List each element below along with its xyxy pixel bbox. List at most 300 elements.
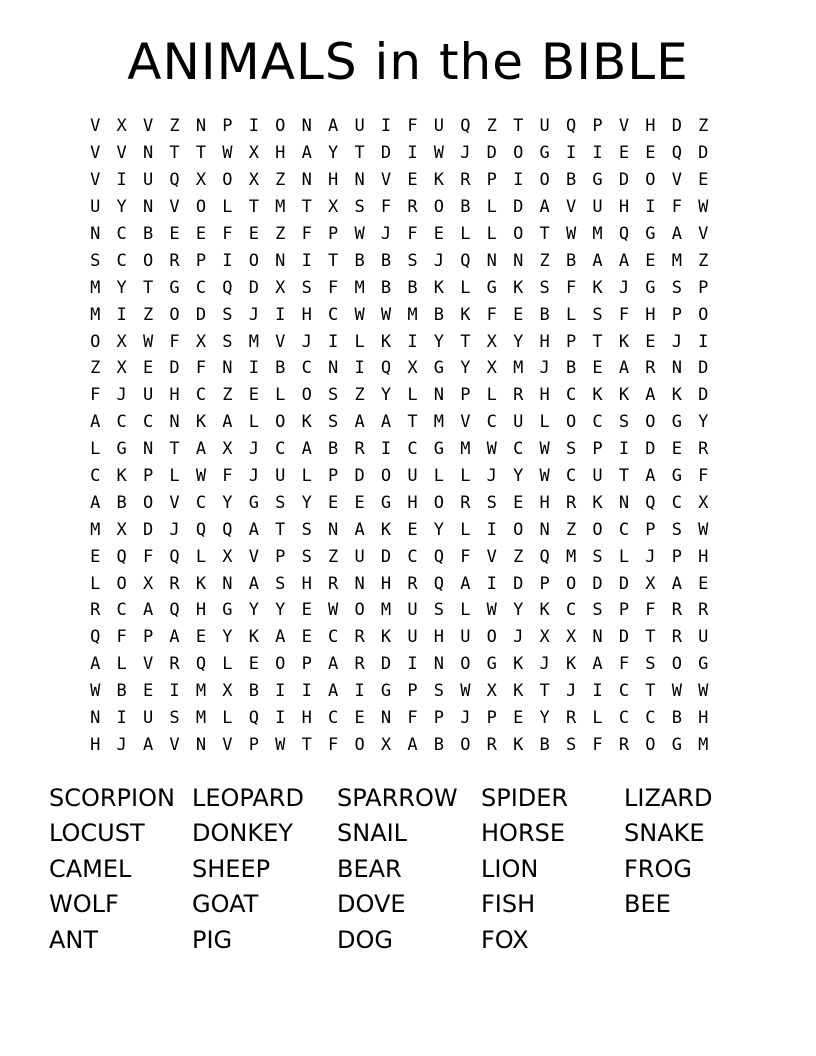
- grid-letter: S: [301, 546, 312, 567]
- grid-letter: O: [460, 654, 471, 675]
- grid-letter: P: [539, 573, 550, 594]
- grid-letter: I: [116, 170, 127, 191]
- grid-letter: A: [618, 358, 630, 379]
- grid-letter: O: [222, 170, 233, 191]
- word-list-item: SPARROW: [337, 783, 458, 812]
- grid-letter: X: [116, 331, 127, 352]
- grid-row: [82, 274, 743, 301]
- grid-row: [82, 167, 743, 194]
- grid-letter: O: [645, 734, 656, 755]
- grid-letter: N: [539, 519, 550, 540]
- grid-letter: N: [380, 708, 392, 729]
- grid-letter: F: [116, 627, 127, 648]
- grid-letter: P: [328, 224, 339, 244]
- grid-letter: Y: [248, 600, 259, 621]
- grid-letter: Q: [645, 492, 656, 513]
- grid-letter: L: [460, 466, 471, 487]
- grid-letter: G: [671, 734, 682, 755]
- grid-letter: H: [433, 627, 445, 648]
- grid-letter: E: [248, 654, 259, 675]
- grid-letter: R: [407, 573, 418, 594]
- grid-letter: M: [90, 519, 101, 540]
- grid-letter: O: [116, 573, 127, 594]
- grid-letter: P: [275, 546, 286, 567]
- grid-letter: U: [142, 170, 154, 191]
- grid-letter: D: [486, 143, 497, 164]
- grid-letter: H: [539, 492, 550, 513]
- grid-letter: G: [116, 439, 127, 460]
- grid-letter: R: [513, 385, 524, 406]
- grid-letter: T: [301, 197, 312, 218]
- grid-letter: R: [169, 654, 180, 675]
- grid-letter: S: [592, 304, 603, 325]
- grid-letter: X: [195, 170, 207, 191]
- grid-letter: F: [328, 277, 339, 298]
- grid-letter: I: [407, 143, 418, 164]
- grid-letter: E: [592, 358, 603, 379]
- grid-letter: G: [671, 466, 682, 487]
- grid-row: [82, 543, 743, 570]
- grid-letter: X: [539, 627, 550, 648]
- word-list-item: LEOPARD: [192, 783, 304, 812]
- grid-letter: I: [301, 250, 312, 271]
- grid-letter: W: [671, 681, 682, 702]
- grid-letter: I: [592, 681, 603, 702]
- grid-letter: J: [513, 627, 524, 648]
- grid-letter: H: [380, 573, 392, 594]
- grid-letter: P: [592, 116, 603, 137]
- grid-letter: K: [433, 277, 445, 298]
- grid-letter: B: [354, 250, 365, 271]
- grid-letter: I: [275, 681, 286, 702]
- grid-letter: Q: [671, 143, 682, 164]
- grid-letter: N: [328, 519, 339, 540]
- grid-letter: A: [90, 412, 101, 433]
- word-list-item: LIZARD: [624, 783, 713, 812]
- grid-letter: U: [539, 116, 550, 137]
- grid-letter: L: [169, 466, 180, 487]
- grid-letter: G: [592, 170, 603, 191]
- grid-letter: D: [645, 439, 656, 460]
- grid-letter: Q: [90, 627, 101, 648]
- grid-letter: D: [169, 358, 180, 379]
- grid-letter: A: [618, 250, 630, 271]
- grid-letter: F: [142, 546, 154, 567]
- grid-letter: V: [618, 116, 630, 137]
- grid-letter: O: [698, 304, 709, 325]
- grid-letter: C: [407, 546, 418, 567]
- grid-letter: I: [565, 143, 577, 164]
- grid-letter: G: [169, 277, 180, 298]
- grid-letter: T: [618, 466, 630, 487]
- grid-letter: C: [592, 412, 603, 433]
- grid-letter: S: [90, 250, 101, 271]
- grid-letter: V: [90, 170, 101, 191]
- grid-letter: B: [565, 250, 577, 271]
- grid-letter: H: [90, 734, 101, 755]
- grid-letter: A: [142, 600, 154, 621]
- grid-letter: M: [195, 708, 207, 729]
- grid-letter: A: [645, 385, 656, 406]
- grid-letter: X: [116, 358, 127, 379]
- grid-letter: Y: [116, 197, 127, 218]
- word-list-item: GOAT: [192, 890, 259, 919]
- grid-letter: G: [486, 277, 497, 298]
- grid-letter: I: [328, 331, 339, 352]
- grid-letter: N: [301, 116, 312, 137]
- word-list-item: FISH: [481, 890, 536, 919]
- grid-letter: F: [328, 734, 339, 755]
- grid-letter: A: [301, 439, 312, 460]
- grid-letter: Z: [90, 358, 101, 379]
- grid-letter: J: [486, 466, 497, 487]
- grid-letter: R: [460, 170, 471, 191]
- grid-letter: S: [301, 277, 312, 298]
- grid-letter: Y: [116, 277, 127, 298]
- grid-letter: H: [301, 304, 312, 325]
- grid-letter: L: [301, 466, 312, 487]
- grid-letter: P: [142, 627, 154, 648]
- grid-letter: B: [380, 250, 392, 271]
- grid-letter: V: [90, 143, 101, 164]
- grid-letter: F: [222, 224, 233, 244]
- word-list-item: BEAR: [337, 854, 402, 883]
- grid-letter: S: [354, 197, 365, 218]
- grid-letter: R: [90, 600, 101, 621]
- grid-letter: Y: [513, 600, 524, 621]
- grid-letter: O: [592, 519, 603, 540]
- grid-letter: J: [618, 277, 630, 298]
- grid-letter: W: [698, 519, 709, 540]
- grid-letter: T: [248, 197, 259, 218]
- grid-letter: P: [328, 466, 339, 487]
- grid-letter: H: [275, 143, 286, 164]
- grid-letter: D: [380, 143, 392, 164]
- grid-letter: K: [513, 681, 524, 702]
- grid-letter: V: [222, 734, 233, 755]
- grid-letter: H: [645, 116, 656, 137]
- grid-letter: O: [513, 224, 524, 244]
- grid-letter: T: [513, 116, 524, 137]
- grid-letter: R: [645, 358, 656, 379]
- grid-letter: I: [169, 681, 180, 702]
- grid-letter: F: [407, 224, 418, 244]
- grid-letter: W: [354, 304, 365, 325]
- grid-letter: I: [275, 304, 286, 325]
- grid-letter: S: [592, 600, 603, 621]
- grid-letter: H: [195, 600, 207, 621]
- grid-letter: Y: [698, 412, 709, 433]
- grid-letter: X: [328, 197, 339, 218]
- grid-letter: O: [195, 197, 207, 218]
- grid-row: [82, 140, 743, 167]
- grid-letter: C: [407, 439, 418, 460]
- grid-letter: C: [486, 412, 497, 433]
- grid-letter: E: [142, 681, 154, 702]
- grid-letter: Q: [222, 277, 233, 298]
- grid-letter: L: [486, 197, 497, 218]
- grid-letter: A: [275, 627, 286, 648]
- grid-letter: Y: [222, 492, 233, 513]
- grid-letter: F: [592, 734, 603, 755]
- grid-letter: R: [460, 492, 471, 513]
- grid-letter: U: [354, 116, 365, 137]
- grid-letter: Q: [169, 600, 180, 621]
- grid-letter: W: [486, 439, 497, 460]
- grid-letter: M: [671, 250, 682, 271]
- word-list-item: PIG: [192, 925, 233, 954]
- grid-letter: K: [513, 277, 524, 298]
- grid-letter: O: [433, 492, 445, 513]
- grid-letter: G: [698, 654, 709, 675]
- grid-letter: D: [513, 197, 524, 218]
- grid-letter: Q: [248, 708, 259, 729]
- grid-letter: O: [671, 654, 682, 675]
- word-list-item: BEE: [624, 890, 671, 919]
- grid-letter: B: [248, 681, 259, 702]
- grid-letter: R: [698, 439, 709, 460]
- grid-letter: Q: [116, 546, 127, 567]
- grid-letter: F: [222, 466, 233, 487]
- grid-letter: I: [698, 331, 709, 352]
- grid-letter: U: [460, 627, 471, 648]
- grid-letter: N: [142, 143, 154, 164]
- grid-letter: O: [248, 250, 259, 271]
- grid-letter: E: [618, 143, 630, 164]
- grid-letter: S: [433, 600, 445, 621]
- grid-letter: P: [671, 304, 682, 325]
- grid-letter: A: [592, 654, 603, 675]
- grid-letter: L: [354, 331, 365, 352]
- grid-letter: W: [698, 681, 709, 702]
- grid-letter: Z: [169, 116, 180, 137]
- grid-letter: R: [354, 439, 365, 460]
- word-list-item: DONKEY: [192, 819, 293, 848]
- grid-letter: M: [460, 439, 471, 460]
- grid-letter: G: [645, 224, 656, 244]
- grid-letter: D: [354, 466, 365, 487]
- grid-letter: I: [116, 708, 127, 729]
- grid-letter: E: [645, 143, 656, 164]
- grid-row: [82, 436, 743, 463]
- grid-letter: P: [486, 708, 497, 729]
- grid-letter: S: [169, 708, 180, 729]
- grid-letter: R: [565, 708, 577, 729]
- grid-letter: A: [169, 627, 180, 648]
- grid-letter: N: [195, 734, 207, 755]
- grid-row: [82, 678, 743, 705]
- grid-letter: E: [301, 600, 312, 621]
- grid-letter: F: [645, 600, 656, 621]
- grid-letter: R: [486, 734, 497, 755]
- grid-letter: K: [618, 385, 630, 406]
- grid-letter: N: [671, 358, 682, 379]
- grid-letter: S: [275, 492, 286, 513]
- grid-letter: C: [565, 385, 577, 406]
- grid-row: [82, 113, 743, 140]
- grid-letter: Y: [433, 519, 445, 540]
- grid-letter: S: [486, 492, 497, 513]
- grid-letter: L: [618, 546, 630, 567]
- grid-letter: O: [90, 331, 101, 352]
- grid-letter: C: [618, 519, 630, 540]
- grid-letter: X: [195, 331, 207, 352]
- grid-letter: H: [698, 708, 709, 729]
- grid-letter: F: [698, 466, 709, 487]
- grid-letter: G: [380, 681, 392, 702]
- grid-letter: X: [486, 331, 497, 352]
- word-list-item: SHEEP: [192, 854, 271, 883]
- grid-letter: L: [539, 412, 550, 433]
- grid-letter: T: [592, 331, 603, 352]
- grid-letter: R: [169, 573, 180, 594]
- grid-letter: E: [142, 358, 154, 379]
- grid-letter: A: [645, 466, 656, 487]
- grid-letter: T: [460, 331, 471, 352]
- grid-letter: W: [222, 143, 233, 164]
- grid-letter: A: [142, 734, 154, 755]
- grid-letter: K: [380, 331, 392, 352]
- grid-letter: F: [671, 197, 682, 218]
- grid-letter: Z: [328, 546, 339, 567]
- grid-letter: K: [380, 519, 392, 540]
- grid-letter: A: [592, 250, 603, 271]
- grid-letter: L: [460, 224, 471, 244]
- grid-letter: Y: [539, 708, 550, 729]
- grid-letter: T: [275, 519, 286, 540]
- grid-letter: G: [645, 277, 656, 298]
- word-list-item: LOCUST: [49, 819, 145, 848]
- grid-letter: Q: [195, 654, 207, 675]
- grid-letter: I: [618, 439, 630, 460]
- grid-letter: J: [539, 654, 550, 675]
- grid-letter: X: [222, 439, 233, 460]
- grid-letter: W: [433, 143, 445, 164]
- grid-letter: S: [539, 277, 550, 298]
- grid-letter: C: [645, 708, 656, 729]
- grid-letter: C: [565, 466, 577, 487]
- grid-letter: N: [275, 250, 286, 271]
- grid-letter: X: [222, 546, 233, 567]
- grid-letter: C: [195, 277, 207, 298]
- grid-letter: P: [486, 170, 497, 191]
- grid-letter: E: [671, 439, 682, 460]
- grid-letter: A: [407, 734, 418, 755]
- grid-letter: W: [539, 466, 550, 487]
- grid-letter: Y: [380, 385, 392, 406]
- grid-letter: L: [116, 654, 127, 675]
- word-list-item: WOLF: [49, 890, 119, 919]
- grid-letter: G: [433, 439, 445, 460]
- grid-letter: C: [142, 412, 154, 433]
- grid-letter: I: [513, 170, 524, 191]
- grid-letter: W: [539, 439, 550, 460]
- grid-row: [82, 328, 743, 355]
- grid-letter: G: [539, 143, 550, 164]
- word-list-item: CAMEL: [49, 854, 132, 883]
- grid-letter: J: [565, 681, 577, 702]
- grid-letter: Z: [275, 170, 286, 191]
- grid-letter: V: [486, 546, 497, 567]
- grid-letter: Z: [513, 546, 524, 567]
- grid-letter: B: [565, 358, 577, 379]
- grid-letter: C: [301, 358, 312, 379]
- grid-letter: D: [592, 573, 603, 594]
- grid-letter: U: [407, 466, 418, 487]
- grid-letter: Z: [222, 385, 233, 406]
- grid-letter: B: [433, 304, 445, 325]
- grid-letter: E: [195, 627, 207, 648]
- grid-letter: D: [513, 573, 524, 594]
- grid-letter: N: [90, 708, 101, 729]
- grid-row: [82, 705, 743, 732]
- grid-letter: S: [433, 681, 445, 702]
- grid-letter: A: [328, 681, 339, 702]
- grid-letter: A: [328, 654, 339, 675]
- grid-letter: T: [645, 681, 656, 702]
- grid-letter: O: [142, 250, 154, 271]
- grid-letter: H: [301, 708, 312, 729]
- grid-row: [82, 247, 743, 274]
- grid-letter: V: [565, 197, 577, 218]
- grid-letter: B: [539, 734, 550, 755]
- grid-letter: E: [433, 224, 445, 244]
- grid-letter: R: [354, 654, 365, 675]
- grid-letter: U: [407, 600, 418, 621]
- grid-letter: I: [380, 439, 392, 460]
- grid-letter: U: [354, 546, 365, 567]
- grid-letter: X: [248, 170, 259, 191]
- grid-letter: O: [460, 734, 471, 755]
- word-list-item: FOX: [481, 925, 529, 954]
- grid-letter: C: [618, 681, 630, 702]
- grid-letter: L: [222, 708, 233, 729]
- grid-letter: O: [645, 170, 656, 191]
- grid-letter: K: [592, 492, 603, 513]
- grid-letter: D: [380, 654, 392, 675]
- grid-letter: I: [116, 304, 127, 325]
- grid-letter: W: [195, 466, 207, 487]
- word-list-item: LION: [481, 854, 539, 883]
- grid-letter: K: [460, 304, 471, 325]
- grid-letter: U: [698, 627, 709, 648]
- grid-letter: K: [195, 573, 207, 594]
- grid-letter: D: [142, 519, 154, 540]
- grid-letter: H: [539, 331, 550, 352]
- grid-letter: Z: [486, 116, 497, 137]
- grid-letter: E: [407, 170, 418, 191]
- grid-letter: K: [565, 654, 577, 675]
- grid-letter: E: [248, 385, 259, 406]
- grid-letter: M: [195, 681, 207, 702]
- word-list-item: DOG: [337, 925, 393, 954]
- grid-letter: O: [354, 600, 365, 621]
- grid-letter: Z: [698, 116, 709, 137]
- grid-letter: M: [275, 197, 286, 218]
- grid-letter: Q: [433, 546, 445, 567]
- grid-letter: K: [671, 385, 682, 406]
- grid-letter: Y: [301, 492, 312, 513]
- grid-letter: S: [222, 304, 233, 325]
- grid-letter: K: [433, 170, 445, 191]
- grid-letter: P: [222, 116, 233, 137]
- grid-letter: N: [486, 250, 497, 271]
- grid-letter: B: [142, 224, 154, 244]
- grid-letter: L: [275, 385, 286, 406]
- grid-letter: T: [301, 734, 312, 755]
- grid-letter: D: [618, 170, 630, 191]
- grid-letter: H: [407, 492, 418, 513]
